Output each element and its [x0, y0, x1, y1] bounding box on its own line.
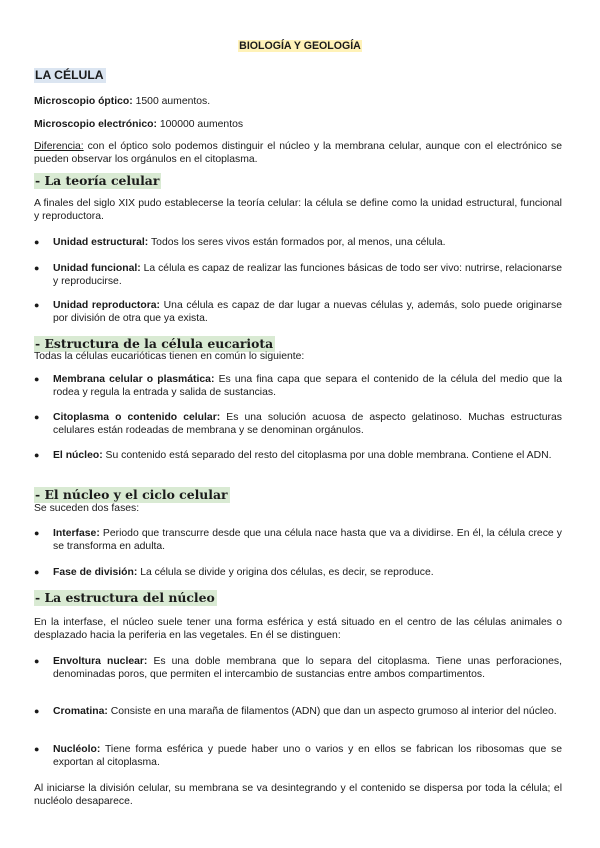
diferencia-paragraph: Diferencia: con el óptico solo podemos distinguir el núcleo y la membrana celular, aunque con el electrónico se pueden observar los orgánulos en el citoplasma.	[34, 141, 562, 165]
list-item: ● Unidad estructural: Todos los seres vivos están formados por, al menos, una célula.	[34, 237, 446, 248]
list-item: ● Nucléolo: Tiene forma esférica y puede haber uno o varios y en ellos se fabrican los ribosomas que se exportan al citoplasma.	[34, 744, 562, 768]
bullet-icon: ●	[34, 412, 40, 422]
list-item: ● Citoplasma o contenido celular: Es una solución acuosa de aspecto gelatinoso. Muchas estructuras celulares están rodeadas de membrana y se denominan orgánulos.	[34, 412, 562, 436]
teoria-intro: A finales del siglo XIX pudo establecerse la teoría celular: la célula se define como la unidad estructural, funcional y reproductora.	[34, 198, 562, 222]
heading-ciclo-celular: - El núcleo y el ciclo celular	[35, 487, 228, 502]
nucleo-intro: En la interfase, el núcleo suele tener una forma esférica y está situado en el centro de las células animales o desplazado hacia la periferia en las vegetales. En él se distinguen:	[34, 617, 562, 641]
heading-estructura-celula: - Estructura de la célula eucariota	[35, 336, 274, 351]
nucleo-closing: Al iniciarse la división celular, su membrana se va desintegrando y el contenido se dispersa por toda la célula; el nucléolo desaparece.	[34, 783, 562, 807]
bullet-icon: ●	[34, 263, 40, 273]
bullet-icon: ●	[34, 528, 40, 538]
estructura-intro: Todas la células eucarióticas tienen en común lo siguiente:	[34, 351, 305, 362]
section-title: LA CÉLULA	[35, 68, 104, 82]
bullet-icon: ●	[34, 744, 40, 754]
list-item: ● Membrana celular o plasmática: Es una fina capa que separa el contenido de la célula del medio que la rodea y regula la entrada y salida de sustancias.	[34, 374, 562, 398]
heading-estructura-nucleo: - La estructura del núcleo	[35, 590, 215, 605]
bullet-icon: ●	[34, 237, 40, 247]
bullet-icon: ●	[34, 567, 40, 577]
microscopio-optico: Microscopio óptico: 1500 aumentos.	[34, 96, 211, 107]
bullet-icon: ●	[34, 450, 40, 460]
bullet-icon: ●	[34, 374, 40, 384]
list-item: ● Cromatina: Consiste en una maraña de filamentos (ADN) que dan un aspecto grumoso al interior del núcleo.	[34, 706, 557, 717]
heading-teoria-celular: - La teoría celular	[35, 173, 160, 188]
ciclo-intro: Se suceden dos fases:	[34, 503, 140, 514]
list-item: ● Unidad reproductora: Una célula es capaz de dar lugar a nuevas células y, además, solo puede originarse por división de otra que ya exista.	[34, 300, 562, 324]
bullet-icon: ●	[34, 706, 40, 716]
bullet-icon: ●	[34, 656, 40, 666]
list-item: ● Unidad funcional: La célula es capaz de realizar las funciones básicas de todo ser vivo: nutrirse, relacionarse y reproducirse.	[34, 263, 562, 287]
bullet-icon: ●	[34, 300, 40, 310]
list-item: ● Interfase: Periodo que transcurre desde que una célula nace hasta que va a dividirse. En él, la célula crece y se transforma en adulta.	[34, 528, 562, 552]
document-title: BIOLOGÍA Y GEOLOGÍA	[239, 40, 361, 52]
microscopio-electronico: Microscopio electrónico: 100000 aumentos	[34, 119, 244, 130]
list-item: ● Envoltura nuclear: Es una doble membrana que lo separa del citoplasma. Tiene unas perforaciones, denominadas poros, que permiten el intercambio de sustancias entre ambos compartimentos.	[34, 656, 562, 680]
list-item: ● Fase de división: La célula se divide y origina dos células, es decir, se reproduce.	[34, 567, 434, 578]
list-item: ● El núcleo: Su contenido está separado del resto del citoplasma por una doble membrana. Contiene el ADN.	[34, 450, 552, 461]
